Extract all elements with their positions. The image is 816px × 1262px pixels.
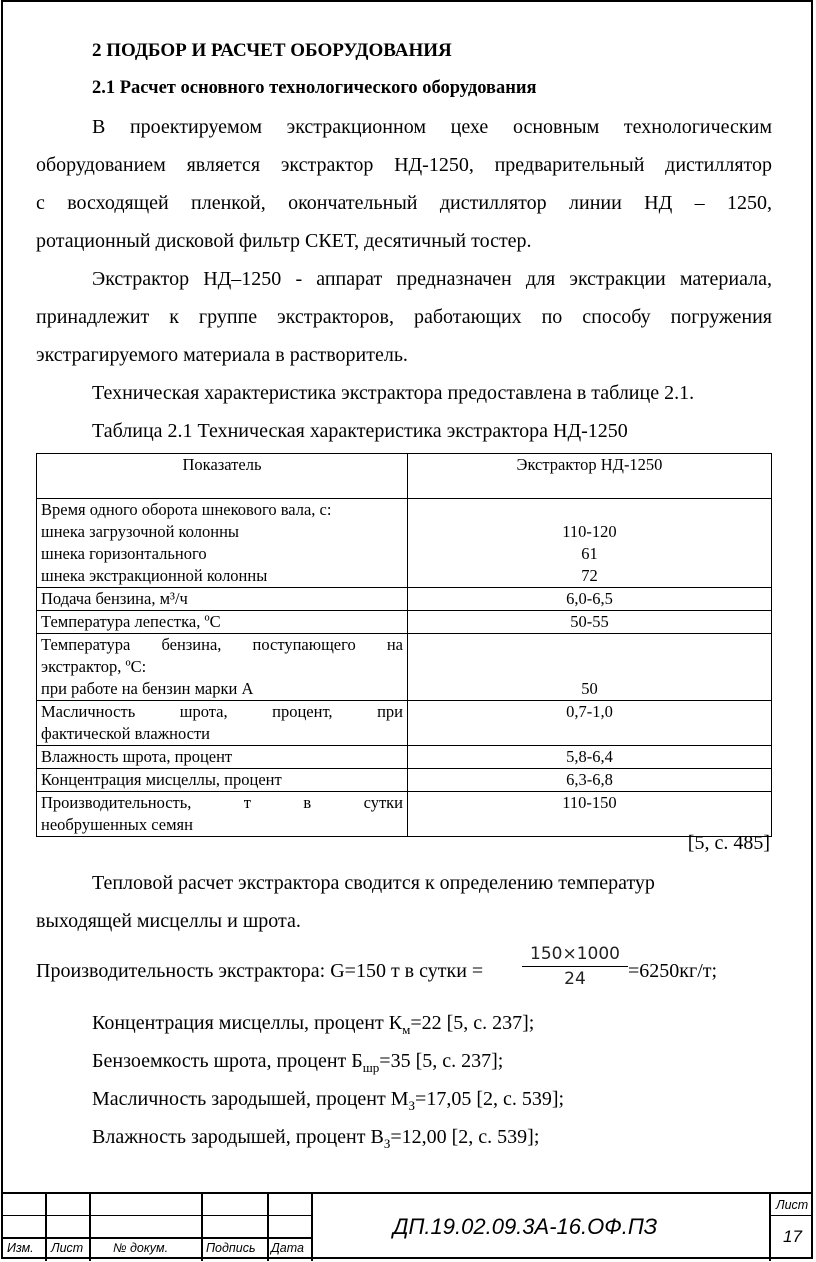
param-line: Бензоемкость шрота, процент $Б_{шр}=35$ [5, с. 237]; (92, 1050, 504, 1075)
paragraph-line: выходящей мисцеллы и шрота. (36, 910, 301, 932)
table-cell: 6,0-6,5 (408, 588, 772, 611)
label-doc-number: № докум. (113, 1241, 169, 1255)
sheet-label: Лист (776, 1198, 809, 1212)
cell-value: 110-120 (562, 522, 617, 541)
paragraph-line: с восходящей пленкой, окончательный дистиллятор линии НД – 1250, (36, 192, 772, 214)
productivity-result: =6250кг/т; (628, 960, 718, 982)
table-row (37, 588, 772, 611)
table-cell: 5,8-6,4 (408, 746, 772, 769)
table-row (37, 769, 772, 792)
table-header-row (37, 454, 772, 499)
label-sheet: Лист (51, 1241, 84, 1255)
cell-line: шнека экстракционной колонны (41, 566, 268, 585)
table-cell: Влажность шрота, процент (37, 746, 408, 769)
spec-table (36, 453, 772, 837)
productivity-text: Производительность экстрактора: G=150 т в сутки = (36, 960, 484, 982)
paragraph-line: Экстрактор НД–1250 - аппарат предназначен для экстракции материала, (92, 268, 772, 290)
table-cell (37, 499, 408, 588)
table-cell (37, 634, 408, 701)
table-row (37, 611, 772, 634)
table-row (37, 634, 772, 701)
param-line: Влажность зародышей, процент $В_З=12,00$ [2, с. 539]; (92, 1126, 540, 1151)
table-cell: Температура лепестка, ºС (37, 611, 408, 634)
paragraph-line: экстрагируемого материала в растворитель. (36, 344, 408, 366)
cell-value: 61 (581, 544, 598, 563)
title-block (1, 1192, 813, 1261)
table-row (37, 499, 772, 588)
paragraph-line: Техническая характеристика экстрактора предоставлена в таблице 2.1. (92, 382, 695, 404)
table-cell: Подача бензина, м³/ч (37, 588, 408, 611)
cell-value: 72 (581, 566, 598, 585)
paragraph-line: В проектируемом экстракционном цехе основным технологическим (92, 116, 772, 138)
cell-line: фактической влажности (41, 724, 210, 743)
paragraph-line: ротационный дисковой фильтр СКЕТ, десятичный тостер. (36, 230, 532, 252)
table-row (37, 746, 772, 769)
cell-line: необрушенных семян (41, 815, 193, 834)
cell-line: при работе на бензин марки А (41, 679, 254, 698)
cell-line: Масличность шрота, процент, при (41, 702, 403, 721)
table-cell: Концентрация мисцеллы, процент (37, 769, 408, 792)
table-cell (37, 792, 408, 837)
table-row (37, 701, 772, 746)
section-heading: 2 ПОДБОР И РАСЧЕТ ОБОРУДОВАНИЯ (92, 40, 452, 61)
param-line: Концентрация мисцеллы, процент $К_м=22$ [5, с. 237]; (92, 1012, 535, 1037)
paragraph-line: принадлежит к группе экстракторов, работающих по способу погружения (36, 306, 772, 328)
table-cell: 6,3-6,8 (408, 769, 772, 792)
table-caption: Таблица 2.1 Техническая характеристика экстрактора НД-1250 (92, 420, 628, 442)
cell-line: шнека горизонтального (41, 544, 207, 563)
table-source: [5, с. 485] (687, 832, 770, 854)
table-cell: 0,7-1,0 (408, 701, 772, 746)
paragraph-line: Тепловой расчет экстрактора сводится к определению температур (92, 872, 655, 894)
header-cell: Экстрактор НД-1250 (408, 454, 772, 499)
subsection-heading: 2.1 Расчет основного технологического оборудования (92, 78, 537, 98)
cell-line: Производительность, т в сутки (41, 793, 403, 812)
table-cell: 110-150 (408, 792, 772, 837)
cell-line: Температура бензина, поступающего на (41, 635, 403, 654)
productivity-fraction (522, 944, 628, 989)
document-code: ДП.19.02.09.3А-16.ОФ.ПЗ (393, 1214, 658, 1239)
header-cell: Показатель (37, 454, 408, 499)
label-date: Дата (271, 1241, 304, 1255)
table-cell: 50-55 (408, 611, 772, 634)
paragraph-line: оборудованием является экстрактор НД-1250, предварительный дистиллятор (36, 154, 772, 176)
table-cell: 50 (408, 634, 772, 701)
table-cell (37, 701, 408, 746)
cell-line: экстрактор, ºС: (41, 657, 147, 676)
label-change: Изм. (7, 1241, 34, 1255)
param-line: Масличность зародышей, процент $М_З=17,05$ [2, с. 539]; (92, 1088, 565, 1113)
table-row (37, 792, 772, 837)
fraction-denominator: 24 (564, 969, 586, 989)
table-cell (408, 499, 772, 588)
fraction-numerator: 150×1000 (522, 944, 628, 967)
sheet-number: 17 (783, 1227, 802, 1246)
label-signature: Подпись (206, 1241, 256, 1255)
cell-line: шнека загрузочной колонны (41, 522, 239, 541)
cell-line: Время одного оборота шнекового вала, с: (41, 500, 332, 519)
